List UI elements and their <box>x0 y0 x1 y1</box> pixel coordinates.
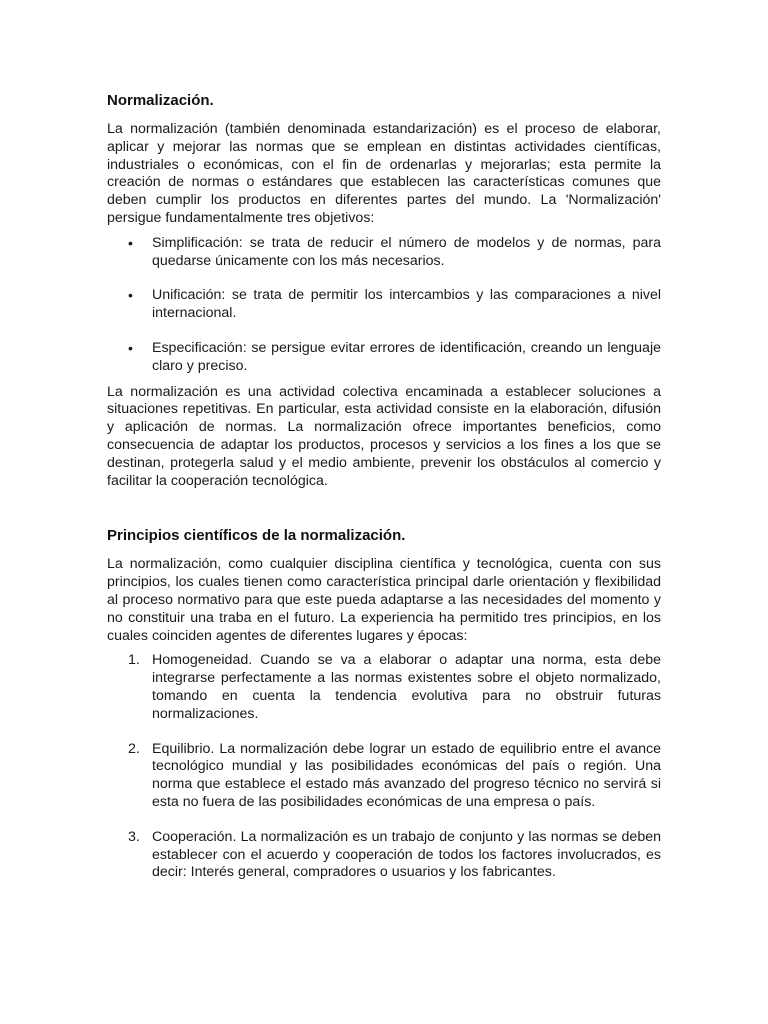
list-item-text: Equilibrio. La normalización debe lograr un estado de equilibrio entre el avance tecnológico mundial y las posibilidades económicas del país o región. Una norma que establece el estado más avanzado del progreso técnico no servirá si esta no fuera de las posibilidades económicas de una empresa o país. <box>152 740 661 810</box>
principles-intro-paragraph: La normalización, como cualquier disciplina científica y tecnológica, cuenta con sus principios, los cuales tienen como característica principal darle orientación y flexibilidad al proceso normativo para que este pueda adaptarse a las necesidades del momento y no constituir una traba en el futuro. La experiencia ha permitido tres principios, en los cuales coinciden agentes de diferentes lugares y épocas: <box>107 556 661 644</box>
objectives-list <box>107 235 661 376</box>
principles-list <box>107 652 661 882</box>
list-number: 3. <box>128 828 140 845</box>
list-item <box>107 829 661 882</box>
list-item-text: Especificación: se persigue evitar errores de identificación, creando un lenguaje claro y preciso. <box>152 339 661 374</box>
list-number: 1. <box>128 652 140 669</box>
bullet-icon: • <box>128 287 133 304</box>
bullet-icon: • <box>128 234 133 251</box>
section-heading-normalizacion: Normalización. <box>107 92 214 109</box>
list-number: 2. <box>128 740 140 757</box>
list-item <box>107 287 661 323</box>
list-item-text: Cooperación. La normalización es un trabajo de conjunto y las normas se deben establecer con el acuerdo y cooperación de todos los factores involucrados, es decir: Interés general, compradores o usuarios y los fabricantes. <box>152 828 661 881</box>
list-item <box>107 340 661 376</box>
document-page <box>107 92 661 899</box>
list-item <box>107 235 661 271</box>
bullet-icon: • <box>128 339 133 356</box>
list-item <box>107 652 661 723</box>
list-item-text: Simplificación: se trata de reducir el número de modelos y de normas, para quedarse únicamente con los más necesarios. <box>152 234 661 269</box>
closing-paragraph: La normalización es una actividad colectiva encaminada a establecer soluciones a situaciones repetitivas. En particular, esta actividad consiste en la elaboración, difusión y aplicación de normas. La normalización ofrece importantes beneficios, como consecuencia de adaptar los productos, procesos y servicios a los fines a los que se destinan, protegerla salud y el medio ambiente, prevenir los obstáculos al comercio y facilitar la cooperación tecnológica. <box>107 383 661 489</box>
intro-paragraph: La normalización (también denominada estandarización) es el proceso de elaborar, aplicar y mejorar las normas que se emplean en distintas actividades científicas, industriales o económicas, con el fin de ordenarlas y mejorarlas; esta permite la creación de normas o estándares que establecen las características comunes que deben cumplir los productos en diferentes partes del mundo. La 'Normalización' persigue fundamentalmente tres objetivos: <box>107 121 661 226</box>
list-item <box>107 741 661 812</box>
list-item-text: Homogeneidad. Cuando se va a elaborar o adaptar una norma, esta debe integrarse perfectamente a las normas existentes sobre el objeto normalizado, tomando en cuenta la tendencia evolutiva para no obstruir futuras normalizaciones. <box>152 652 661 722</box>
list-item-text: Unificación: se trata de permitir los intercambios y las comparaciones a nivel internacional. <box>152 287 661 322</box>
section-heading-principios: Principios científicos de la normalización. <box>107 527 406 545</box>
